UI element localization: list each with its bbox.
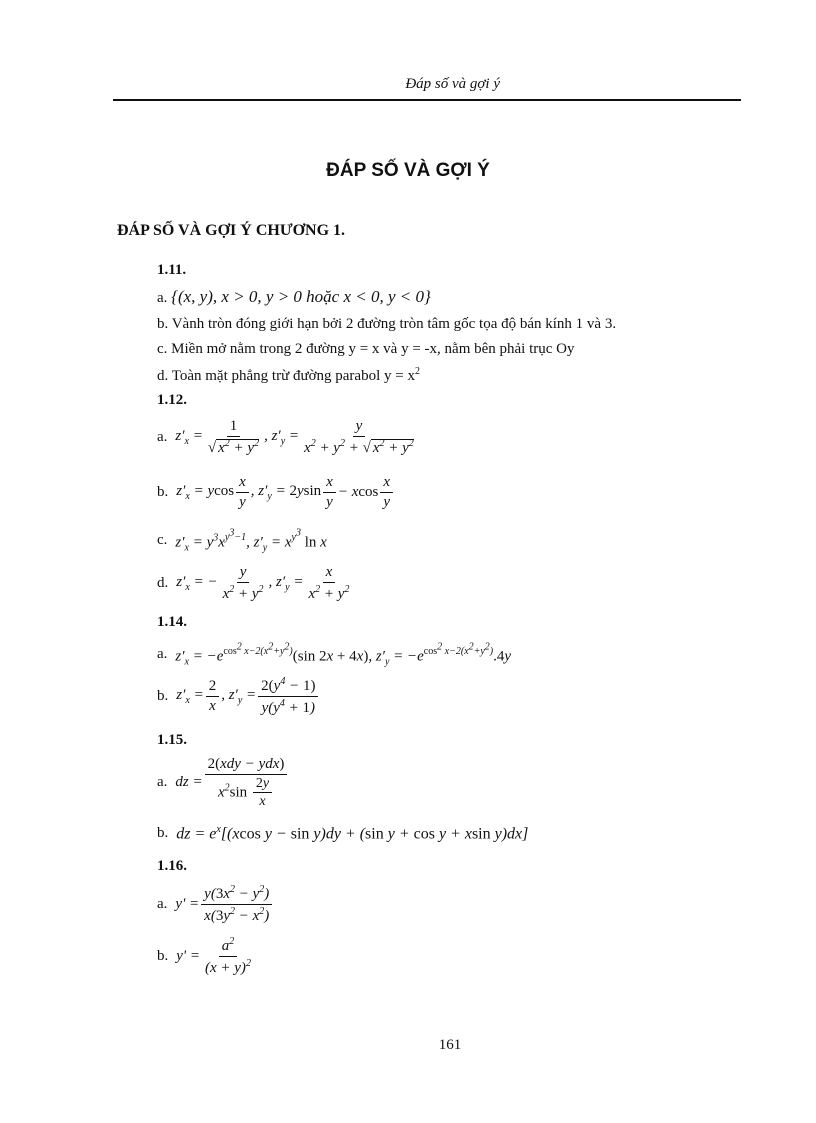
answer-1-12-b: b. $z'_x = ycos$ $\frac{x}{y}$ , $z'_y = 2ysin$ $\frac{x}{y}$ − xcos $\frac{x}{y}$ <box>157 474 395 510</box>
answer-1-16-a: a. y' = $\frac{y(3x^2 - y^2)}{x(3y^2 - x^2)}$ <box>157 884 274 924</box>
answer-label: a. <box>157 646 168 663</box>
answer-1-14-a <box>157 642 511 667</box>
formula: dz = $e^x[(xcos$ y − sin y)dy + (sin y + cos y + xsin y)dx] <box>176 824 529 843</box>
formula: $z'_x$ = − <box>176 573 218 593</box>
answer-label: b. <box>157 483 169 500</box>
formula: dz = <box>175 774 203 791</box>
formula: $z'_x$ = <box>175 427 203 447</box>
section-heading-1-15: 1.15. <box>157 732 187 748</box>
answer-label: a. <box>157 774 168 791</box>
answer-1-11-d <box>157 366 420 385</box>
answer-label: a. <box>157 290 168 306</box>
section-heading-1-12: 1.12. <box>157 392 187 408</box>
answer-text: d. Toàn mặt phẳng trừ đường parabol y = x <box>157 368 415 384</box>
page-title: ĐÁP SỐ VÀ GỢI Ý <box>326 160 490 181</box>
formula: $z'_x$ = <box>176 686 204 706</box>
answer-label: c. <box>157 532 168 549</box>
answer-label: b. <box>157 947 169 964</box>
section-heading-1-14: 1.14. <box>157 614 187 630</box>
answer-1-14-b: b. $z'_x$ = $\frac{2}{x}$ , $z'_y$ = $\frac{2(y^4 - 1)}{y(y^4 + 1)}$ <box>157 676 320 716</box>
answer-1-15-a: a. dz = 2(xdy − ydx) $x^2\sin$ $\frac{2y}{x}$ <box>157 756 289 809</box>
fraction: $\frac{1}{√ x^2 + y^2}$ <box>207 418 260 456</box>
chapter-title: ĐÁP SỐ VÀ GỢI Ý CHƯƠNG 1. <box>117 222 346 239</box>
answer-1-11-b: b. Vành tròn đóng giới hạn bởi 2 đường tròn tâm gốc tọa độ bán kính 1 và 3. <box>157 316 617 332</box>
header-rule <box>113 99 741 101</box>
answer-label: a. <box>157 428 168 445</box>
answer-1-15-b <box>157 824 528 843</box>
answer-1-12-d: d. $z'_x$ = − $\frac{y}{x^2 + y^2}$ , $z'_y$ = $\frac{x}{x^2 + y^2}$ <box>157 564 350 602</box>
answer-label: b. <box>157 825 169 842</box>
answer-label: b. <box>157 687 169 704</box>
answer-1-16-b: b. y' = $\frac{a^2}{(x + y)^2}$ <box>157 936 251 976</box>
page-number: 161 <box>438 1037 462 1053</box>
section-heading-1-16: 1.16. <box>157 858 187 874</box>
formula: y' = <box>176 947 200 964</box>
formula: $z'_x = -e^{cos^2 x-2(x^2+y^2)}(\sin$ 2x + 4x), $z'_y = -e^{cos^2 x-2(x^2+y^2)}.4y$ <box>175 642 512 668</box>
answer-label: d. <box>157 574 169 591</box>
fraction: $\frac{y}{x^2 + y^2 + √ x^2 + y^2}$ <box>304 418 414 456</box>
answer-1-12-c <box>157 528 327 553</box>
answer-label: a. <box>157 895 168 912</box>
formula: y' = <box>175 895 200 912</box>
answer-text: {(x, y), x > 0, y > 0 hoặc x < 0, y < 0} <box>171 287 431 306</box>
running-header: Đáp số và gợi ý <box>405 76 500 92</box>
formula: $z'_x = y^3x^{y^3-1}$, $z'_y = x^{y^3}$ ln x <box>175 528 327 554</box>
section-heading-1-11: 1.11. <box>157 262 187 278</box>
answer-exponent: 2 <box>414 366 420 377</box>
answer-1-11-c: c. Miền mở nằm trong 2 đường y = x và y = -x, nằm bên phải trục Oy <box>157 341 575 357</box>
formula: $z'_x = ycos$ <box>176 482 235 502</box>
answer-1-11-a <box>157 287 431 307</box>
answer-1-12-a: a. $z'_x$ = $\frac{1}{√ x^2 + y^2}$ , $z'_y$ = $\frac{y}{x^2 + y^2 + √ x^2 + y^2}$ <box>157 418 419 456</box>
